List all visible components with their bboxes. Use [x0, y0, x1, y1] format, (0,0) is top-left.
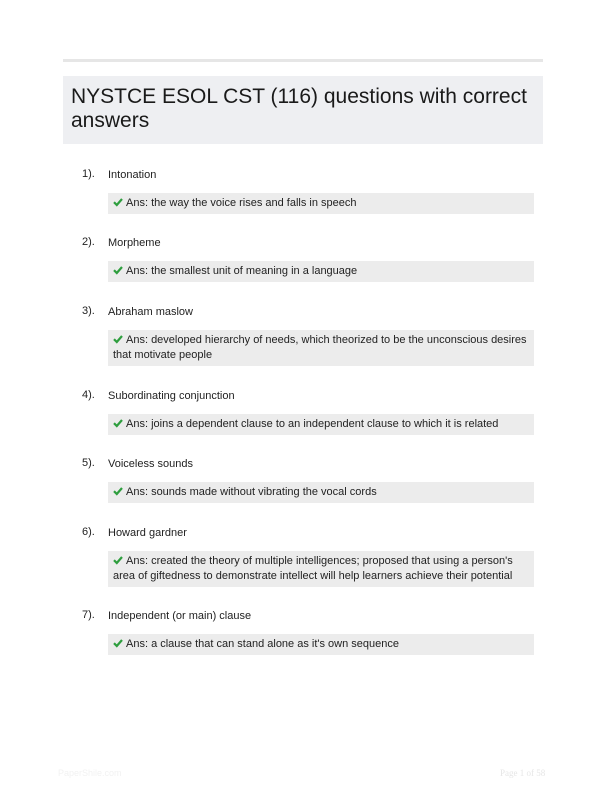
answer-text: Ans: created the theory of multiple intelligences; proposed that using a person's area of giftedness to demonstrate intellect will help learners achieve their potential — [113, 555, 513, 582]
question-text: Subordinating conjunction — [108, 390, 235, 402]
answer-text: Ans: the way the voice rises and falls in speech — [126, 197, 357, 209]
answer-box — [108, 634, 534, 655]
check-icon — [113, 334, 123, 344]
question-text: Howard gardner — [108, 527, 187, 539]
answer-box — [108, 330, 534, 366]
answer-box — [108, 414, 534, 435]
check-icon — [113, 638, 123, 648]
check-icon — [113, 555, 123, 565]
answer-box — [108, 193, 534, 214]
question-number: 5). — [82, 457, 95, 469]
question-number: 2). — [82, 236, 95, 248]
answer-box — [108, 261, 534, 282]
footer-watermark: PaperShile.com — [58, 768, 122, 778]
question-number: 3). — [82, 305, 95, 317]
question-text: Intonation — [108, 169, 157, 181]
question-number: 6). — [82, 526, 95, 538]
question-text: Voiceless sounds — [108, 458, 193, 470]
check-icon — [113, 486, 123, 496]
answer-text: Ans: sounds made without vibrating the vocal cords — [126, 486, 377, 498]
answer-box — [108, 551, 534, 587]
question-text: Morpheme — [108, 237, 161, 249]
question-text: Independent (or main) clause — [108, 610, 252, 622]
answer-box — [108, 482, 534, 503]
check-icon — [113, 197, 123, 207]
answer-text: Ans: the smallest unit of meaning in a language — [126, 265, 358, 277]
document-title: NYSTCE ESOL CST (116) questions with correct answers — [71, 85, 527, 132]
answer-text: Ans: developed hierarchy of needs, which theorized to be the unconscious desires that motivate people — [113, 334, 527, 361]
top-divider — [63, 59, 543, 62]
check-icon — [113, 418, 123, 428]
question-text: Abraham maslow — [108, 306, 193, 318]
question-number: 4). — [82, 389, 95, 401]
answer-text: Ans: joins a dependent clause to an independent clause to which it is related — [126, 418, 499, 430]
check-icon — [113, 265, 123, 275]
question-number: 1). — [82, 168, 95, 180]
title-banner — [63, 76, 543, 144]
question-number: 7). — [82, 609, 95, 621]
answer-text: Ans: a clause that can stand alone as it's own sequence — [126, 638, 399, 650]
page-number: Page 1 of 58 — [500, 768, 546, 778]
